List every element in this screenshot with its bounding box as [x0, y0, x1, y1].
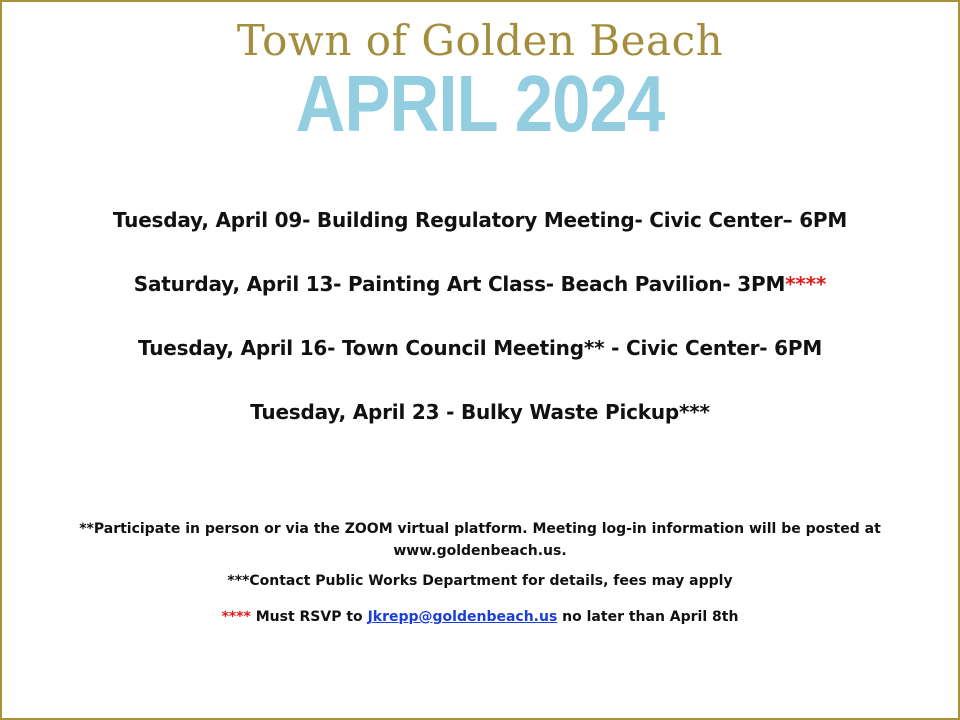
- event-text: Tuesday, April 09- Building Regulatory Meeting- Civic Center– 6PM: [112, 208, 848, 232]
- rsvp-suffix: no later than April 8th: [557, 609, 739, 625]
- event-text: Saturday, April 13- Painting Art Class- Beach Pavilion- 3PM: [133, 272, 786, 296]
- event-marker: ****: [785, 272, 827, 296]
- footnotes: [42, 518, 918, 628]
- zoom-note: **Participate in person or via the ZOOM virtual platform. Meeting log-in information will be posted at www.goldenbeach.us.: [79, 521, 881, 559]
- event-item: [2, 336, 958, 400]
- event-text: Tuesday, April 16- Town Council Meeting** - Civic Center- 6PM: [137, 336, 823, 360]
- public-works-note: ***Contact Public Works Department for details, fees may apply: [227, 573, 733, 589]
- event-item: [2, 272, 958, 336]
- event-item: [2, 208, 958, 272]
- rsvp-prefix: Must RSVP to: [250, 609, 368, 625]
- month-title: APRIL 2024: [295, 59, 665, 148]
- rsvp-marker: ****: [221, 609, 251, 625]
- event-text: Tuesday, April 23 - Bulky Waste Pickup***: [250, 400, 710, 424]
- town-title: Town of Golden Beach: [236, 16, 724, 65]
- rsvp-email-link[interactable]: Jkrepp@goldenbeach.us: [367, 609, 558, 625]
- event-list: [2, 208, 958, 464]
- event-item: [2, 400, 958, 464]
- rsvp-note: [42, 606, 918, 628]
